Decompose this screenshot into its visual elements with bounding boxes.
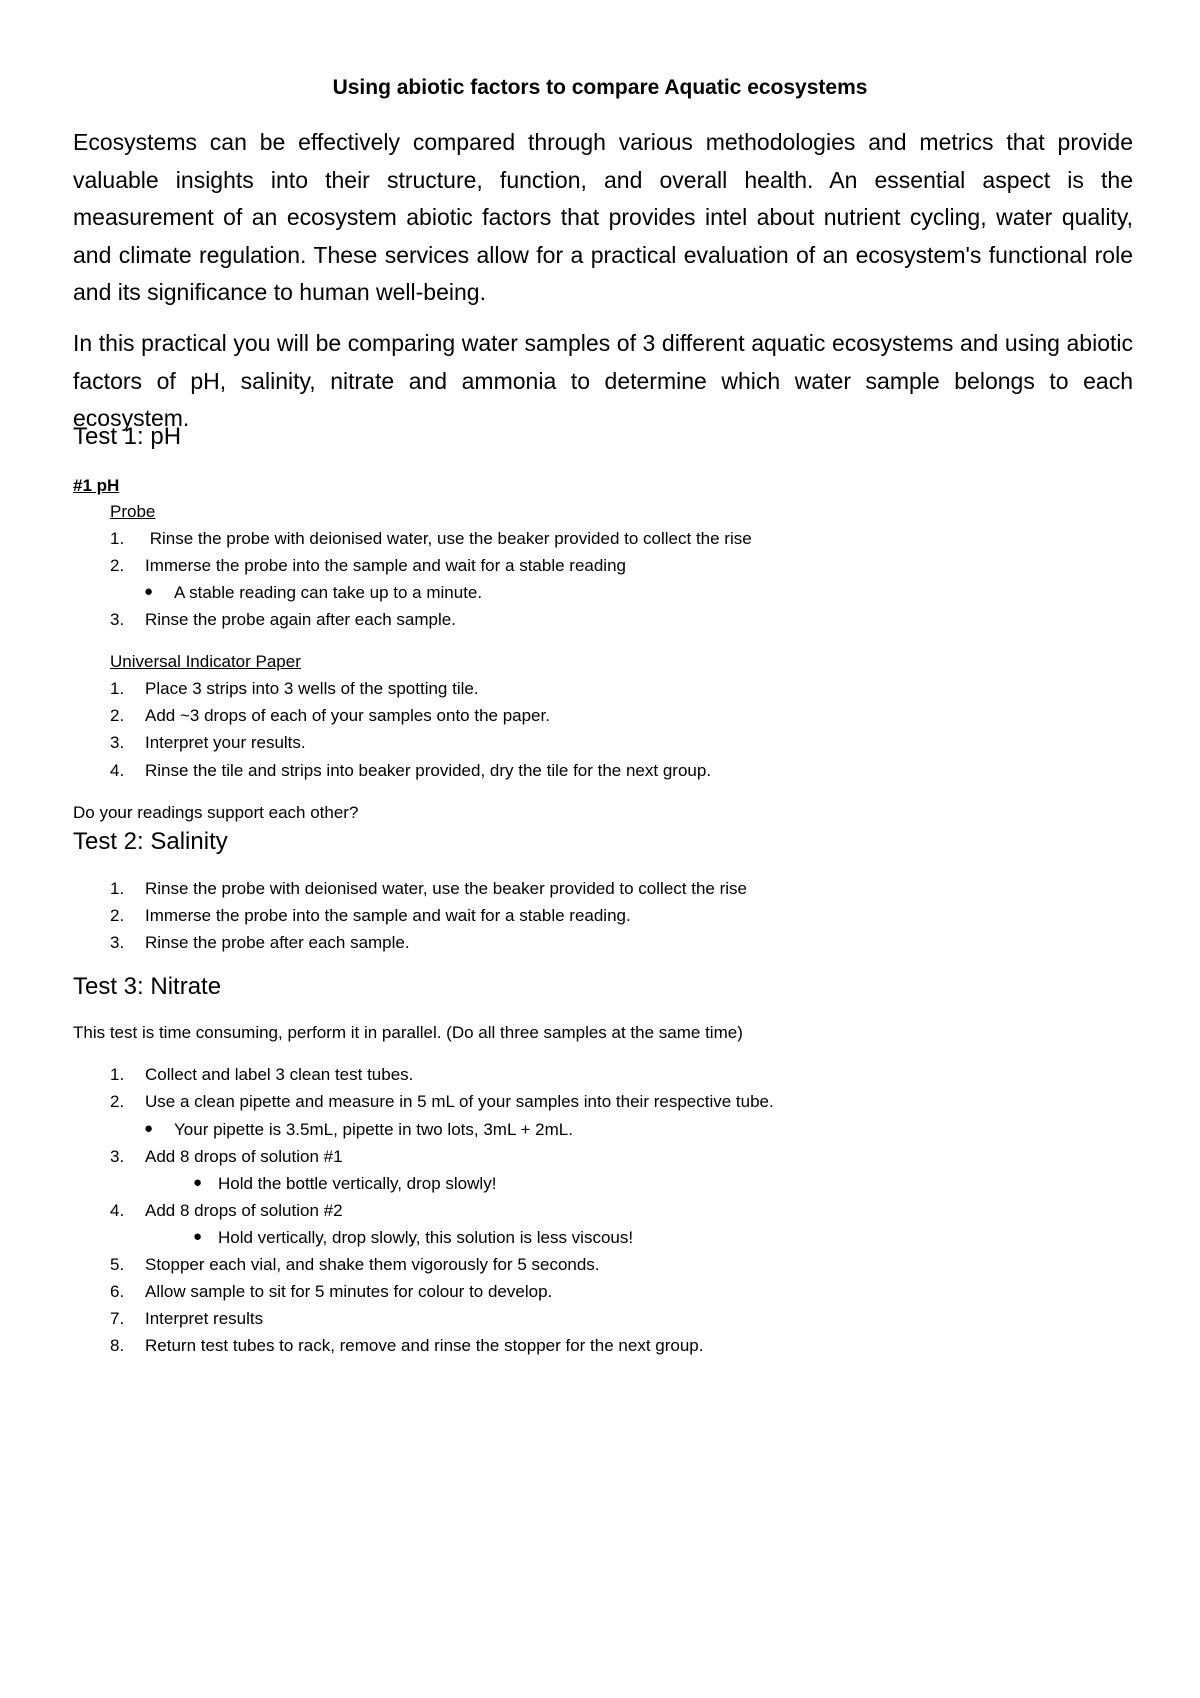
test1-subheading: #1 pH xyxy=(73,476,120,495)
list-number: 8. xyxy=(110,1336,125,1355)
list-number: 2. xyxy=(110,706,125,725)
list-number: 1. xyxy=(110,529,125,548)
document-title: Using abiotic factors to compare Aquatic ecosystems xyxy=(332,76,868,99)
list-number: 4. xyxy=(110,1201,125,1220)
readings-question: Do your readings support each other? xyxy=(73,803,359,822)
list-number: 4. xyxy=(110,761,125,780)
list-number: 5. xyxy=(110,1255,125,1274)
list-text: Rinse the probe with deionised water, use the beaker provided to collect the rise xyxy=(145,879,747,898)
bullet-icon: ● xyxy=(144,1120,154,1137)
list-text: Immerse the probe into the sample and wait for a stable reading xyxy=(145,556,626,575)
list-number: 3. xyxy=(110,610,125,629)
list-number: 3. xyxy=(110,933,125,952)
bullet-text: Your pipette is 3.5mL, pipette in two lots, 3mL + 2mL. xyxy=(174,1120,573,1139)
list-text: Interpret results xyxy=(145,1309,264,1328)
indicator-paper-label: Universal Indicator Paper xyxy=(110,652,301,671)
list-text: Allow sample to sit for 5 minutes for colour to develop. xyxy=(145,1282,553,1301)
list-text: Add 8 drops of solution #2 xyxy=(145,1201,343,1220)
list-number: 1. xyxy=(110,679,125,698)
list-number: 7. xyxy=(110,1309,125,1328)
bullet-icon: ● xyxy=(144,583,154,600)
list-number: 2. xyxy=(110,556,125,575)
intro-paragraph-2: In this practical you will be comparing water samples of 3 different aquatic ecosystems and using abiotic factors of pH, salinity, nitrate and ammonia to determine which water sample belongs to each ecosystem. xyxy=(73,330,1133,431)
test3-note: This test is time consuming, perform it in parallel. (Do all three samples at the same time) xyxy=(73,1023,743,1042)
list-text: Add ~3 drops of each of your samples onto the paper. xyxy=(145,706,550,725)
list-text: Rinse the tile and strips into beaker provided, dry the tile for the next group. xyxy=(145,761,712,780)
test1-heading: Test 1: pH xyxy=(73,423,182,450)
list-text: Place 3 strips into 3 wells of the spotting tile. xyxy=(145,679,479,698)
bullet-icon: ● xyxy=(193,1174,203,1191)
list-number: 1. xyxy=(110,879,125,898)
list-text: Rinse the probe after each sample. xyxy=(145,933,410,952)
list-text: Stopper each vial, and shake them vigorously for 5 seconds. xyxy=(145,1255,600,1274)
probe-label: Probe xyxy=(110,502,156,521)
list-text: Immerse the probe into the sample and wait for a stable reading. xyxy=(145,906,631,925)
list-number: 2. xyxy=(110,906,125,925)
test3-heading: Test 3: Nitrate xyxy=(73,973,222,1000)
list-text: Collect and label 3 clean test tubes. xyxy=(145,1065,414,1084)
intro-paragraph-1: Ecosystems can be effectively compared through various methodologies and metrics that provide valuable insights into their structure, function, and overall health. An essential aspect is the measurement of an ecosystem abiotic factors that provides intel about nutrient cycling, water quality, and climate regulation. These services allow for a practical evaluation of an ecosystem's functional role and its significance to human well-being. xyxy=(73,129,1133,305)
test2-heading: Test 2: Salinity xyxy=(73,828,228,855)
list-text: Use a clean pipette and measure in 5 mL of your samples into their respective tube. xyxy=(145,1092,774,1111)
bullet-text: A stable reading can take up to a minute. xyxy=(174,583,483,602)
bullet-text: Hold vertically, drop slowly, this solution is less viscous! xyxy=(218,1228,634,1247)
bullet-icon: ● xyxy=(193,1228,203,1245)
list-number: 3. xyxy=(110,733,125,752)
list-text: Rinse the probe with deionised water, use the beaker provided to collect the rise xyxy=(145,529,752,548)
list-text: Interpret your results. xyxy=(145,733,306,752)
list-number: 3. xyxy=(110,1147,125,1166)
bullet-text: Hold the bottle vertically, drop slowly! xyxy=(218,1174,497,1193)
list-number: 2. xyxy=(110,1092,125,1111)
list-number: 6. xyxy=(110,1282,125,1301)
list-text: Return test tubes to rack, remove and rinse the stopper for the next group. xyxy=(145,1336,704,1355)
list-text: Add 8 drops of solution #1 xyxy=(145,1147,343,1166)
list-text: Rinse the probe again after each sample. xyxy=(145,610,456,629)
list-number: 1. xyxy=(110,1065,125,1084)
